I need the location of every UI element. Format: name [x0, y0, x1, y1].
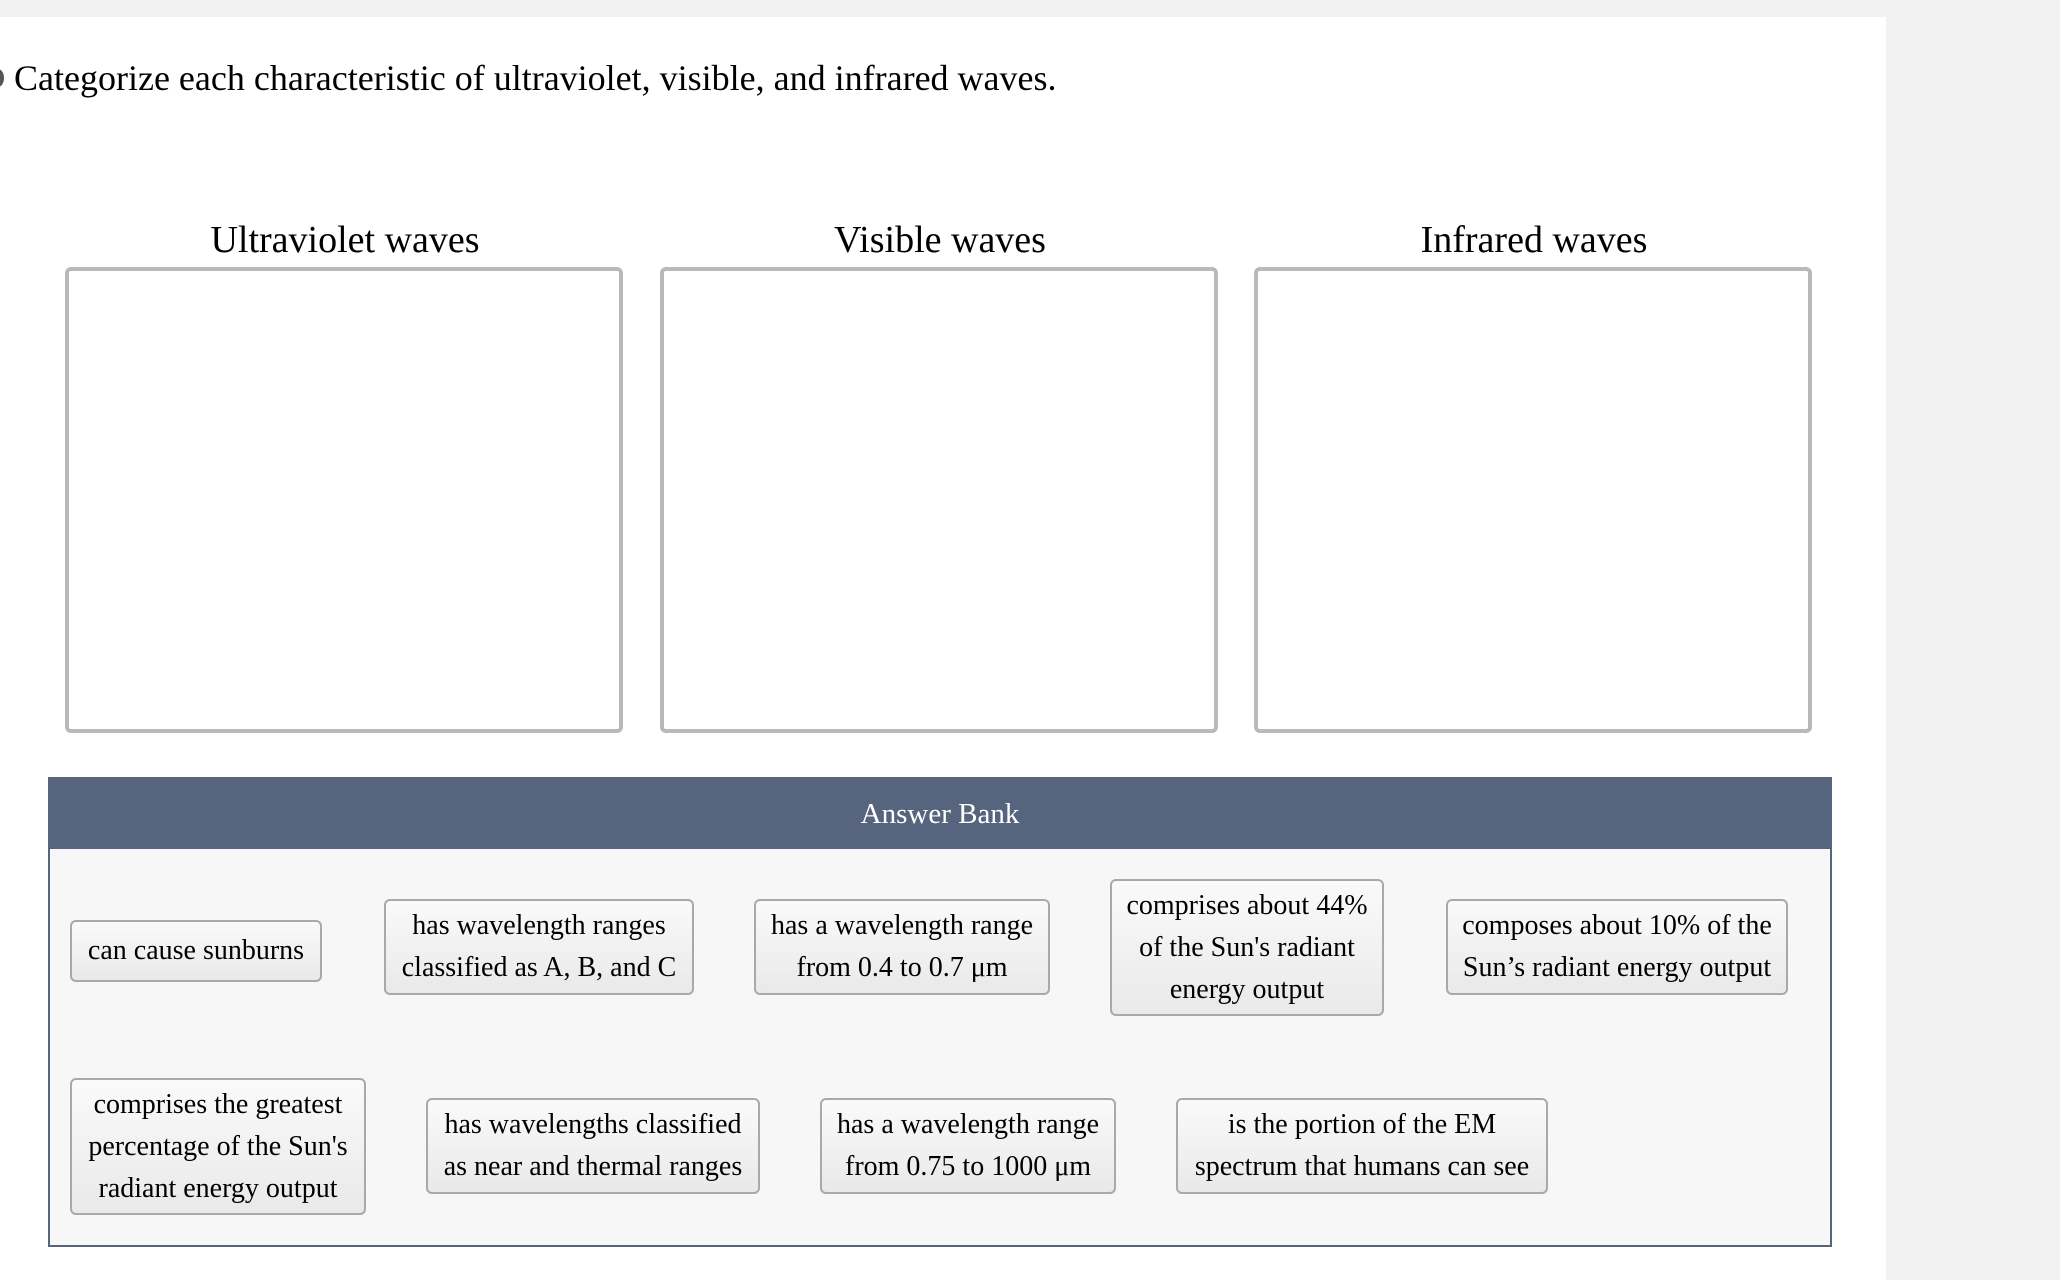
- answer-bank: [48, 777, 1832, 1247]
- answer-bank-header: Answer Bank: [50, 779, 1830, 849]
- category-title-visible: Visible waves: [834, 219, 1046, 261]
- category-title-infrared: Infrared waves: [1420, 219, 1648, 261]
- drop-zone-infrared[interactable]: [1254, 267, 1812, 733]
- answer-tile-range-0-75-to-1000[interactable]: has a wavelength range from 0.75 to 1000 μm: [820, 1098, 1116, 1194]
- answer-tile-about-10-percent[interactable]: composes about 10% of the Sun’s radiant energy output: [1446, 899, 1788, 995]
- drop-zone-visible[interactable]: [660, 267, 1218, 733]
- question-prompt: Categorize each characteristic of ultraviolet, visible, and infrared waves.: [14, 58, 1057, 98]
- question-panel: [0, 17, 1886, 1280]
- question-marker-icon: [0, 69, 4, 87]
- category-title-ultraviolet: Ultraviolet waves: [210, 219, 480, 261]
- answer-tile-near-and-thermal[interactable]: has wavelengths classified as near and thermal ranges: [426, 1098, 760, 1194]
- answer-tile-humans-can-see[interactable]: is the portion of the EM spectrum that humans can see: [1176, 1098, 1548, 1194]
- drop-zone-ultraviolet[interactable]: [65, 267, 623, 733]
- answer-tile-greatest-percentage[interactable]: comprises the greatest percentage of the Sun's radiant energy output: [70, 1078, 366, 1215]
- side-gutter: [1886, 17, 2060, 1280]
- answer-tile-wavelength-ranges-abc[interactable]: has wavelength ranges classified as A, B, and C: [384, 899, 694, 995]
- answer-tile-about-44-percent[interactable]: comprises about 44% of the Sun's radiant energy output: [1110, 879, 1384, 1016]
- answer-tile-range-0-4-to-0-7[interactable]: has a wavelength range from 0.4 to 0.7 μm: [754, 899, 1050, 995]
- answer-tile-can-cause-sunburns[interactable]: can cause sunburns: [70, 920, 322, 982]
